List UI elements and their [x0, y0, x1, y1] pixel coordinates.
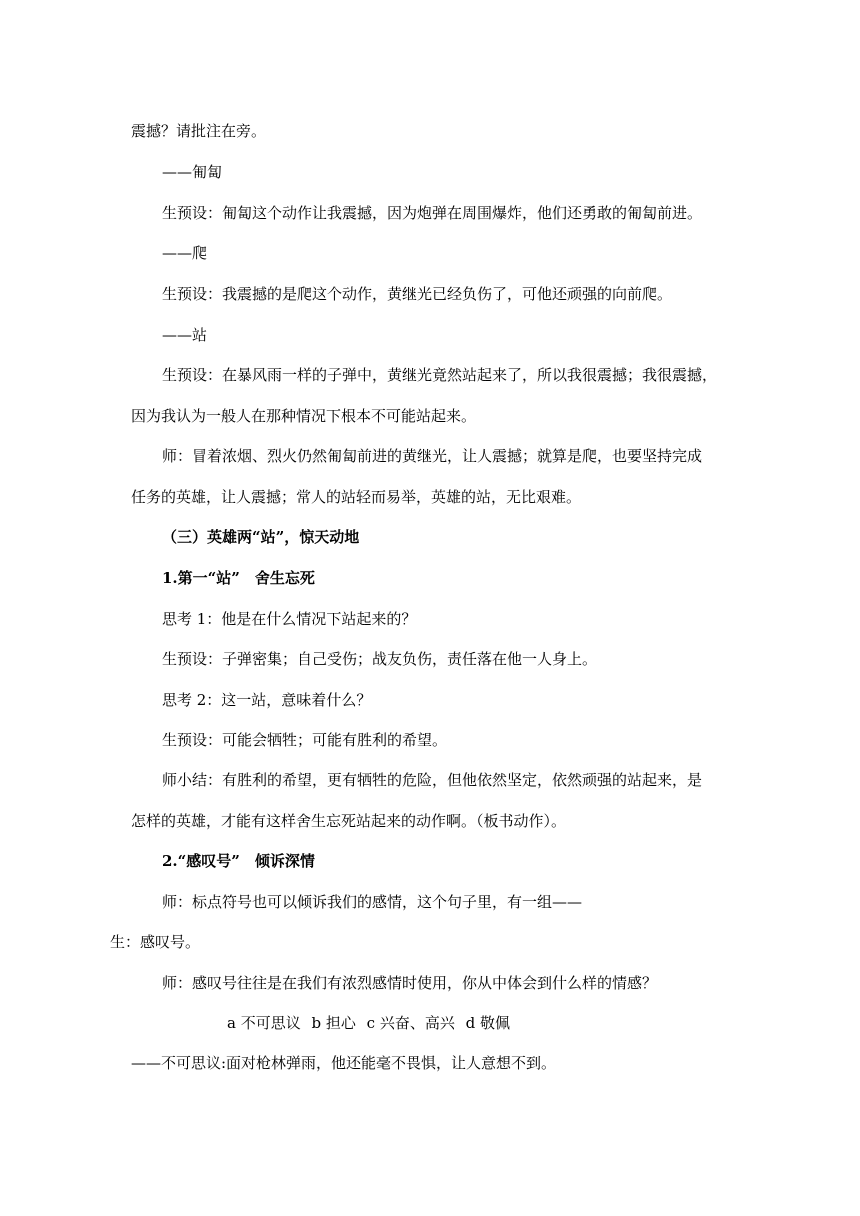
- subsection-heading: 1.第一“站” 舍生忘死: [162, 569, 315, 587]
- paragraph-line: 师小结：有胜利的希望，更有牺牲的危险，但他依然坚定，依然顽强的站起来，是: [162, 771, 703, 789]
- paragraph-line: ——匍匐: [162, 163, 223, 181]
- paragraph-line: 生预设：在暴风雨一样的子弹中，黄继光竟然站起来了，所以我很震撼；我很震撼，: [162, 366, 718, 384]
- paragraph-line: 思考 2：这一站，意味着什么？: [162, 691, 372, 709]
- paragraph-line: 任务的英雄，让人震撼；常人的站轻而易举，英雄的站，无比艰难。: [131, 488, 582, 506]
- paragraph-line: 生预设：匍匐这个动作让我震撼，因为炮弹在周围爆炸，他们还勇敢的匍匐前进。: [162, 204, 703, 222]
- paragraph-line: 因为我认为一般人在那种情况下根本不可能站起来。: [131, 407, 477, 425]
- paragraph-line: 师：感叹号往往是在我们有浓烈感情时使用，你从中体会到什么样的情感？: [162, 974, 658, 992]
- paragraph-line: ——不可思议:面对枪林弹雨，他还能毫不畏惧，让人意想不到。: [131, 1054, 557, 1072]
- paragraph-line: 震撼？请批注在旁。: [131, 122, 267, 140]
- paragraph-line: 生预设：可能会牺牲；可能有胜利的希望。: [162, 731, 448, 749]
- paragraph-line: ——爬: [162, 244, 208, 262]
- option-b: b 担心: [311, 1014, 356, 1032]
- paragraph-line: ——站: [162, 326, 208, 344]
- option-c: c 兴奋、高兴: [366, 1014, 455, 1032]
- paragraph-line: 怎样的英雄，才能有这样舍生忘死站起来的动作啊。（板书动作）。: [131, 812, 567, 830]
- paragraph-line: 师：冒着浓烟、烈火仍然匍匐前进的黄继光，让人震撼；就算是爬，也要坚持完成: [162, 447, 703, 465]
- option-d: d 敬佩: [465, 1014, 510, 1032]
- options-line: [227, 1012, 516, 1034]
- paragraph-line: 思考 1：他是在什么情况下站起来的？: [162, 610, 417, 628]
- paragraph-line: 师：标点符号也可以倾诉我们的感情，这个句子里，有一组——: [162, 893, 583, 911]
- subsection-heading: 2.“感叹号” 倾诉深情: [162, 852, 315, 870]
- section-heading: （三）英雄两“站”，惊天动地: [162, 528, 360, 546]
- paragraph-line: 生预设：子弹密集；自己受伤；战友负伤，责任落在他一人身上。: [162, 650, 598, 668]
- paragraph-line: 生预设：我震撼的是爬这个动作，黄继光已经负伤了，可他还顽强的向前爬。: [162, 285, 673, 303]
- option-a: a 不可思议: [227, 1014, 301, 1032]
- paragraph-line: 生：感叹号。: [110, 933, 201, 951]
